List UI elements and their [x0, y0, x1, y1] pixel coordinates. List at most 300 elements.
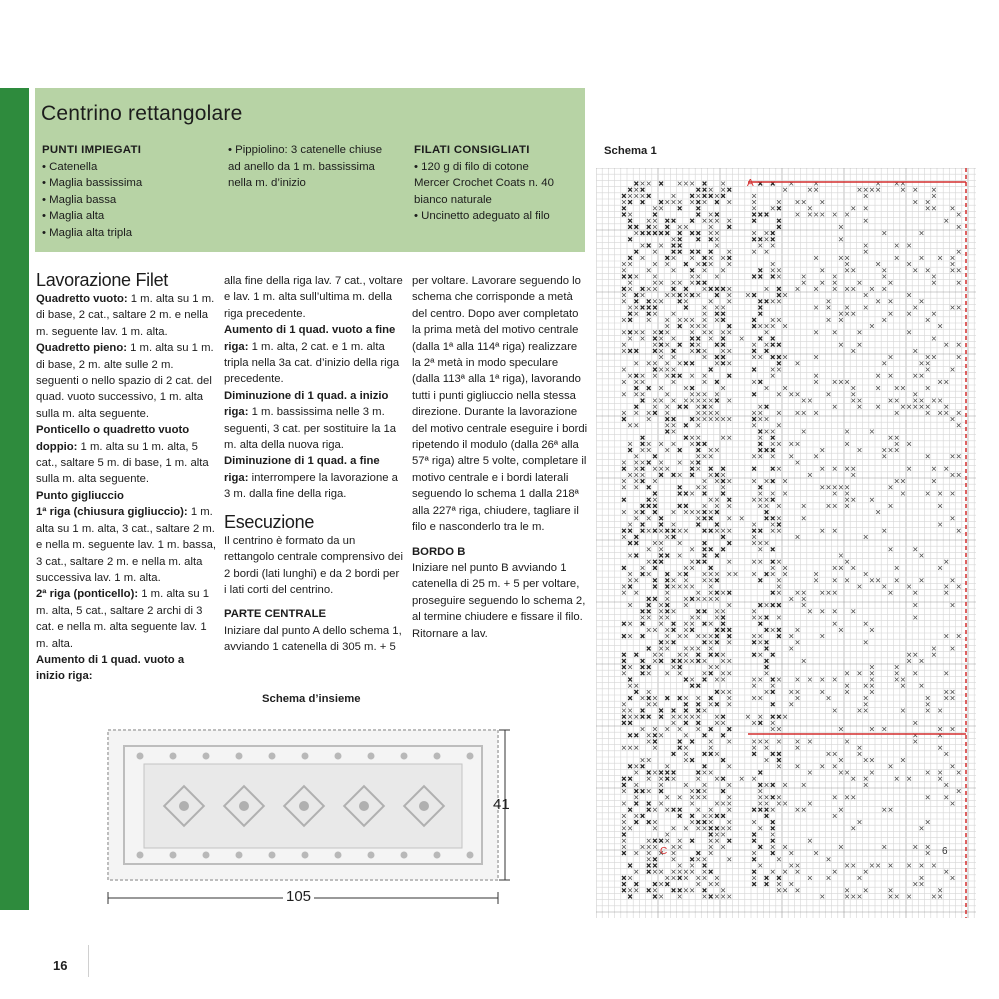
- stitch-cell: [703, 281, 707, 285]
- stitch-cell: [951, 268, 955, 272]
- stitch-cell: [758, 547, 762, 551]
- stitch-cell: [628, 541, 632, 545]
- stitch-cell: [851, 498, 855, 502]
- stitch-cell: [672, 399, 676, 403]
- stitch-cell: [641, 200, 645, 204]
- stitch-cell: [715, 318, 719, 322]
- stitch-cell: [696, 826, 700, 830]
- motif-center: [299, 801, 309, 811]
- stitch-cell: [783, 572, 787, 576]
- stitch-cell: [703, 541, 707, 545]
- stitch-cell: [715, 591, 719, 595]
- stitch-cell: [672, 622, 676, 626]
- stitch-cell: [796, 287, 800, 291]
- stitch-cell: [703, 870, 707, 874]
- stitch-cell: [653, 771, 657, 775]
- stitch-cell: [839, 256, 843, 260]
- def: 1 m. alta su 1 m. alta, 5 cat., saltare 2 archi di 3 cat. e nella m. alta seguente lav. 1 m. alta.: [36, 588, 210, 650]
- stitch-cell: [653, 740, 657, 744]
- stitch-cell: [758, 237, 762, 241]
- stitch-cell: [715, 504, 719, 508]
- stitch-cell: [653, 597, 657, 601]
- stitch-cell: [641, 504, 645, 508]
- stitch-cell: [870, 678, 874, 682]
- stitch-cell: [672, 888, 676, 892]
- stitch-cell: [647, 740, 651, 744]
- stitch-cell: [678, 696, 682, 700]
- stitch-cell: [839, 318, 843, 322]
- stitch-cell: [703, 399, 707, 403]
- stitch-cell: [839, 237, 843, 241]
- stitch-cell: [944, 795, 948, 799]
- stitch-cell: [659, 355, 663, 359]
- stitch-cell: [622, 585, 626, 589]
- stitch-cell: [709, 516, 713, 520]
- stitch-cell: [777, 585, 781, 589]
- stitch-cell: [752, 392, 756, 396]
- stitch-cell: [634, 250, 638, 254]
- stitch-cell: [641, 814, 645, 818]
- stitch-cell: [808, 740, 812, 744]
- stitch-cell: [913, 845, 917, 849]
- stitch-cell: [665, 262, 669, 266]
- stitch-cell: [721, 529, 725, 533]
- stitch-cell: [814, 188, 818, 192]
- stitch-cell: [808, 876, 812, 880]
- stitch-cell: [864, 696, 868, 700]
- stitch-cell: [622, 802, 626, 806]
- stitch-cell: [684, 504, 688, 508]
- stitch-cell: [796, 591, 800, 595]
- stitch-cell: [628, 808, 632, 812]
- stitch-cell: [839, 566, 843, 570]
- stitch-cell: [802, 591, 806, 595]
- stitch-cell: [789, 690, 793, 694]
- stitch-cell: [864, 194, 868, 198]
- stitch-cell: [709, 510, 713, 514]
- stitch-cell: [796, 411, 800, 415]
- stitch-cell: [783, 802, 787, 806]
- stitch-cell: [845, 467, 849, 471]
- stitch-cell: [653, 566, 657, 570]
- stitch-cell: [703, 622, 707, 626]
- stitch-cell: [820, 448, 824, 452]
- stitch-cell: [696, 293, 700, 297]
- stitch-cell: [882, 529, 886, 533]
- stitch-cell: [907, 405, 911, 409]
- stitch-cell: [628, 603, 632, 607]
- stitch-cell: [628, 622, 632, 626]
- stitch-cell: [727, 529, 731, 533]
- stitch-cell: [932, 275, 936, 279]
- stitch-cell: [758, 808, 762, 812]
- stitch-cell: [920, 684, 924, 688]
- border-flower: [467, 852, 474, 859]
- stitch-cell: [703, 318, 707, 322]
- stitch-cell: [895, 777, 899, 781]
- stitch-cell: [957, 473, 961, 477]
- stitch-cell: [783, 845, 787, 849]
- stitch-cell: [833, 870, 837, 874]
- quad-vuoto-para: [36, 291, 216, 340]
- stitch-cell: [721, 194, 725, 198]
- motif-center: [179, 801, 189, 811]
- stitch-cell: [944, 671, 948, 675]
- stitch-cell: [690, 622, 694, 626]
- stitch-cell: [926, 368, 930, 372]
- border-flower: [203, 852, 210, 859]
- stitch-cell: [777, 628, 781, 632]
- stitch-cell: [622, 777, 626, 781]
- stitch-cell: [845, 213, 849, 217]
- stitch-cell: [752, 231, 756, 235]
- stitch-cell: [690, 814, 694, 818]
- stitch-cell: [641, 566, 645, 570]
- stitch-cell: [864, 758, 868, 762]
- stitch-cell: [721, 622, 725, 626]
- stitch-cell: [678, 361, 682, 365]
- stitch-cell: [622, 392, 626, 396]
- stitch-cell: [951, 306, 955, 310]
- punti-extra: [228, 142, 406, 192]
- stitch-cell: [696, 789, 700, 793]
- border-flower: [302, 852, 309, 859]
- stitch-cell: [647, 851, 651, 855]
- stitch-cell: [647, 665, 651, 669]
- stitch-cell: [696, 820, 700, 824]
- stitch-cell: [696, 659, 700, 663]
- stitch-cell: [709, 566, 713, 570]
- stitch-cell: [647, 857, 651, 861]
- stitch-cell: [951, 603, 955, 607]
- stitch-cell: [672, 200, 676, 204]
- stitch-cell: [709, 820, 713, 824]
- stitch-cell: [709, 851, 713, 855]
- stitch-cell: [715, 578, 719, 582]
- stitch-cell: [957, 529, 961, 533]
- border-flower: [335, 753, 342, 760]
- stitch-cell: [659, 771, 663, 775]
- stitch-cell: [926, 771, 930, 775]
- border-flower: [137, 852, 144, 859]
- stitch-cell: [622, 206, 626, 210]
- stitch-cell: [634, 510, 638, 514]
- stitch-cell: [938, 746, 942, 750]
- stitch-cell: [665, 448, 669, 452]
- stitch-cell: [858, 820, 862, 824]
- stitch-cell: [678, 653, 682, 657]
- stitch-cell: [808, 678, 812, 682]
- term: Aumento di 1 quad. vuoto a fine riga:: [224, 324, 396, 353]
- stitch-cell: [926, 268, 930, 272]
- stitch-cell: [882, 275, 886, 279]
- stitch-cell: [709, 194, 713, 198]
- stitch-cell: [696, 591, 700, 595]
- stitch-cell: [715, 529, 719, 533]
- stitch-cell: [752, 219, 756, 223]
- stitch-cell: [709, 399, 713, 403]
- stitch-cell: [709, 895, 713, 899]
- stitch-cell: [709, 219, 713, 223]
- stitch-cell: [727, 330, 731, 334]
- stitch-cell: [796, 808, 800, 812]
- stitch-cell: [932, 647, 936, 651]
- stitch-cell: [920, 405, 924, 409]
- stitch-cell: [777, 764, 781, 768]
- stitch-cell: [833, 275, 837, 279]
- stitch-cell: [709, 256, 713, 260]
- stitch-cell: [758, 653, 762, 657]
- stitch-cell: [845, 690, 849, 694]
- stitch-cell: [858, 448, 862, 452]
- stitch-cell: [696, 523, 700, 527]
- stitch-cell: [765, 448, 769, 452]
- stitch-cell: [901, 684, 905, 688]
- stitch-cell: [628, 684, 632, 688]
- stitch-cell: [703, 492, 707, 496]
- stitch-cell: [814, 851, 818, 855]
- punti-item: • Maglia alta: [42, 210, 105, 222]
- stitch-cell: [820, 690, 824, 694]
- stitch-cell: [684, 783, 688, 787]
- stitch-cell: [634, 578, 638, 582]
- stitch-cell: [665, 324, 669, 328]
- term: Diminuzione di 1 quad. a inizio riga:: [224, 389, 389, 419]
- stitch-cell: [715, 237, 719, 241]
- stitch-cell: [845, 262, 849, 266]
- stitch-cell: [653, 275, 657, 279]
- stitch-cell: [641, 523, 645, 527]
- stitch-cell: [715, 572, 719, 576]
- stitch-cell: [696, 200, 700, 204]
- stitch-cell: [678, 572, 682, 576]
- esecuzione-title: Esecuzione: [224, 511, 315, 532]
- stitch-cell: [932, 206, 936, 210]
- marker-c: C: [660, 846, 668, 857]
- stitch-cell: [672, 826, 676, 830]
- margin-note: 6: [942, 846, 948, 857]
- stitch-cell: [727, 783, 731, 787]
- stitch-cell: [833, 814, 837, 818]
- stitch-cell: [641, 671, 645, 675]
- stitch-cell: [802, 281, 806, 285]
- stitch-cell: [672, 237, 676, 241]
- stitch-cell: [715, 275, 719, 279]
- stitch-cell: [696, 417, 700, 421]
- grid-lines: [596, 168, 976, 918]
- stitch-cell: [758, 578, 762, 582]
- stitch-cell: [703, 733, 707, 737]
- stitch-cell: [777, 411, 781, 415]
- stitch-cell: [641, 572, 645, 576]
- stitch-cell: [709, 882, 713, 886]
- stitch-cell: [696, 461, 700, 465]
- stitch-cell: [758, 541, 762, 545]
- stitch-cell: [858, 876, 862, 880]
- stitch-cell: [622, 213, 626, 217]
- text-column-1: [36, 269, 216, 685]
- stitch-cell: [882, 268, 886, 272]
- stitch-cell: [653, 702, 657, 706]
- stitch-cell: [752, 529, 756, 533]
- stitch-cell: [696, 411, 700, 415]
- stitch-cell: [672, 194, 676, 198]
- stitch-cell: [653, 864, 657, 868]
- stitch-cell: [653, 479, 657, 483]
- stitch-cell: [752, 572, 756, 576]
- stitch-cell: [957, 343, 961, 347]
- stitch-cell: [765, 504, 769, 508]
- stitch-cell: [752, 368, 756, 372]
- stitch-cell: [628, 523, 632, 527]
- stitch-cell: [777, 857, 781, 861]
- stitch-cell: [802, 783, 806, 787]
- stitch-cell: [721, 492, 725, 496]
- stitch-cell: [634, 188, 638, 192]
- stitch-cell: [715, 653, 719, 657]
- stitch-cell: [765, 250, 769, 254]
- stitch-cell: [703, 405, 707, 409]
- stitch-cell: [771, 318, 775, 322]
- stitch-cell: [783, 386, 787, 390]
- stitch-cell: [771, 442, 775, 446]
- aumento-inizio-def: alla fine della riga lav. 7 cat., voltare e lav. 1 m. alta sull’ultima m. della riga precedente.: [224, 275, 403, 320]
- stitch-cell: [715, 715, 719, 719]
- stitch-cell: [833, 566, 837, 570]
- stitch-cell: [659, 182, 663, 186]
- stitch-cell: [622, 876, 626, 880]
- stitch-cell: [628, 529, 632, 533]
- stitch-cell: [771, 690, 775, 694]
- stitch-cell: [665, 839, 669, 843]
- stitch-cell: [647, 306, 651, 310]
- stitch-cell: [647, 839, 651, 843]
- stitch-cell: [659, 244, 663, 248]
- stitch-cell: [777, 299, 781, 303]
- stitch-cell: [665, 318, 669, 322]
- riga2-para: [36, 586, 216, 652]
- stitch-cell: [678, 448, 682, 452]
- stitch-cell: [721, 485, 725, 489]
- stitch-cell: [889, 591, 893, 595]
- stitch-cell: [833, 622, 837, 626]
- stitch-cell: [659, 647, 663, 651]
- stitch-cell: [870, 684, 874, 688]
- stitch-cell: [752, 820, 756, 824]
- stitch-cell: [634, 473, 638, 477]
- stitch-cell: [659, 802, 663, 806]
- stitch-cell: [696, 771, 700, 775]
- stitch-cell: [684, 225, 688, 229]
- stitch-cell: [752, 857, 756, 861]
- stitch-cell: [622, 721, 626, 725]
- stitch-cell: [833, 795, 837, 799]
- stitch-cell: [926, 845, 930, 849]
- stitch-cell: [659, 343, 663, 347]
- stitch-cell: [727, 727, 731, 731]
- stitch-cell: [641, 256, 645, 260]
- stitch-cell: [771, 572, 775, 576]
- stitch-cell: [833, 709, 837, 713]
- stitch-cell: [653, 733, 657, 737]
- stitch-cell: [715, 361, 719, 365]
- border-flower: [368, 753, 375, 760]
- stitch-cell: [647, 529, 651, 533]
- stitch-cell: [870, 324, 874, 328]
- stitch-cell: [647, 572, 651, 576]
- stitch-cell: [647, 386, 651, 390]
- stitch-cell: [690, 386, 694, 390]
- stitch-cell: [833, 380, 837, 384]
- stitch-cell: [758, 678, 762, 682]
- stitch-cell: [678, 659, 682, 663]
- stitch-cell: [777, 392, 781, 396]
- stitch-cell: [913, 399, 917, 403]
- stitch-cell: [641, 467, 645, 471]
- stitch-cell: [672, 250, 676, 254]
- stitch-cell: [752, 343, 756, 347]
- stitch-cell: [665, 374, 669, 378]
- stitch-cell: [678, 318, 682, 322]
- stitch-cell: [684, 888, 688, 892]
- stitch-cell: [752, 839, 756, 843]
- stitch-cell: [690, 330, 694, 334]
- stitch-cell: [814, 380, 818, 384]
- stitch-cell: [758, 448, 762, 452]
- stitch-cell: [796, 213, 800, 217]
- stitch-cell: [628, 312, 632, 316]
- stitch-cell: [796, 696, 800, 700]
- stitch-cell: [690, 864, 694, 868]
- stitch-cell: [684, 634, 688, 638]
- stitch-cell: [802, 603, 806, 607]
- stitch-cell: [690, 510, 694, 514]
- stitch-cell: [641, 231, 645, 235]
- stitch-cell: [653, 374, 657, 378]
- stitch-cell: [845, 578, 849, 582]
- stitch-cell: [647, 194, 651, 198]
- stitch-cell: [889, 374, 893, 378]
- stitch-cell: [789, 392, 793, 396]
- stitch-cell: [752, 777, 756, 781]
- stitch-cell: [758, 299, 762, 303]
- stitch-cell: [641, 609, 645, 613]
- stitch-cell: [696, 405, 700, 409]
- stitch-cell: [777, 523, 781, 527]
- stitch-cell: [634, 684, 638, 688]
- stitch-cell: [684, 399, 688, 403]
- stitch-cell: [659, 839, 663, 843]
- stitch-cell: [765, 758, 769, 762]
- stitch-cell: [709, 640, 713, 644]
- stitch-cell: [752, 318, 756, 322]
- stitch-cell: [703, 783, 707, 787]
- stitch-cell: [727, 374, 731, 378]
- stitch-cell: [684, 876, 688, 880]
- stitch-cell: [758, 696, 762, 700]
- stitch-cell: [777, 268, 781, 272]
- stitch-cell: [715, 399, 719, 403]
- stitch-cell: [715, 287, 719, 291]
- stitch-cell: [690, 256, 694, 260]
- stitch-cell: [634, 231, 638, 235]
- width-label: 105: [283, 888, 314, 905]
- stitch-cell: [709, 337, 713, 341]
- stitch-cell: [907, 312, 911, 316]
- stitch-cell: [634, 653, 638, 657]
- stitch-cell: [653, 857, 657, 861]
- stitch-cell: [653, 888, 657, 892]
